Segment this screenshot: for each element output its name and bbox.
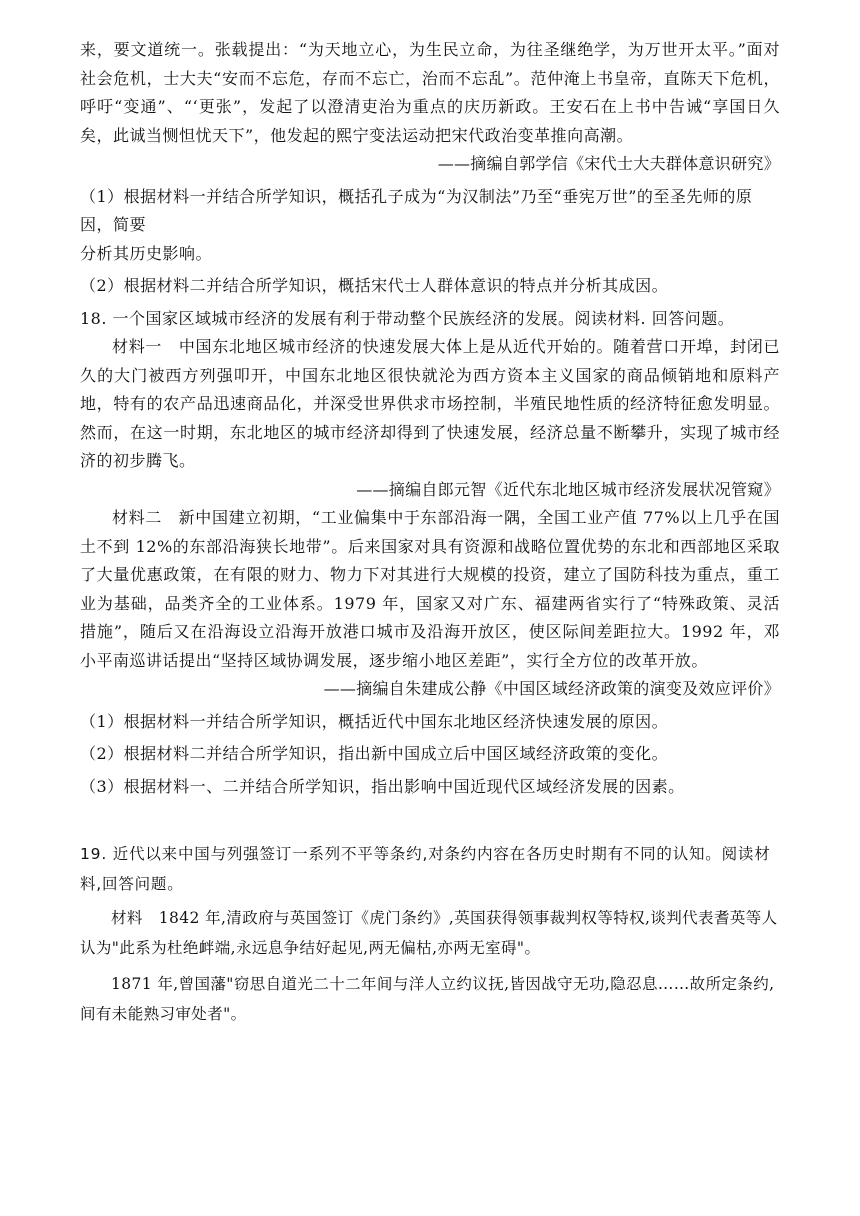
q18-material2-source: ——摘编自朱建成公静《中国区域经济政策的演变及效应评价》 [323, 679, 780, 698]
q18-material1: 材料一 中国东北地区城市经济的快速发展大体上是从近代开始的。随着营口开埠，封闭已久的大门被西方列强叩开，中国东北地区很快就沦为西方资本主义国家的商品倾销地和原料产地，特有的农产品迅速商品化，并深受世界供求市场控制，半殖民地性质的经济特征愈发明显。然而，在这一时期，东北地区的城市经济却得到了快速发展，经济总量不断攀升，实现了城市经济的初步腾飞。 [80, 337, 780, 470]
q18-subquestion-3: （3）根据材料一、二并结合所学知识，指出影响中国近现代区域经济发展的因素。 [80, 776, 685, 796]
q17-material2-source: ——摘编自郭学信《宋代士大夫群体意识研究》 [437, 154, 780, 173]
q18-material1-source: ——摘编自郎元智《近代东北地区城市经济发展状况管窥》 [356, 479, 780, 499]
q18-subquestion-2: （2）根据材料二并结合所学知识，指出新中国成立后中国区域经济政策的变化。 [80, 744, 669, 763]
q19-stem: 19. 近代以来中国与列强签订一系列不平等条约,对条约内容在各历史时期有不同的认知。阅读材料,回答问题。 [80, 845, 771, 893]
q17-material2-continuation: 来，要文道统一。张载提出：“为天地立心，为生民立命，为往圣继绝学，为万世开太平。”面对社会危机，士大夫“安而不忘危，存而不忘亡，治而不忘乱”。范仲淹上书皇帝，直陈天下危机，呼吁“变通”、“‘更张”，发起了以澄清吏治为重点的庆历新政。王安石在上书中告诫“享国日久矣，此诚当恻怛忧天下”，他发起的熙宁变法运动把宋代政治变革推向高潮。 [80, 40, 780, 145]
q18-stem: 18. 一个国家区域城市经济的发展有利于带动整个民族经济的发展。阅读材料. 回答问题。 [80, 308, 735, 328]
q17-subquestion-1b: 分析其历史影响。 [80, 243, 213, 263]
q17-subquestion-1a: （1）根据材料一并结合所学知识，概括孔子成为“为汉制法”乃至“垂宪万世”的至圣先师的原因，简要 [80, 186, 753, 234]
q19-material-paragraph-1: 材料 1842 年,清政府与英国签订《虎门条约》,英国获得领事裁判权等特权,谈判代表耆英等人认为"此系为杜绝衅端,永远息争结好起见,两无偏枯,亦两无室碍"。 [80, 909, 778, 957]
q17-subquestion-2: （2）根据材料二并结合所学知识，概括宋代士人群体意识的特点并分析其成因。 [80, 276, 669, 295]
q18-material2: 材料二 新中国建立初期，“工业偏集中于东部沿海一隅，全国工业产值 77%以上几乎在国土不到 12%的东部沿海狭长地带”。后来国家对具有资源和战略位置优势的东北和西部地区采取了大量优惠政策，在有限的财力、物力下对其进行大规模的投资，建立了国防科技为重点，重工业为基础，品类齐全的工业体系。1979 年，国家又对广东、福建两省实行了“特殊政策、灵活措施”，随后又在沿海设立沿海开放港口城市及沿海开放区，使区际间差距拉大。1992 年，邓小平南巡讲话提出“坚持区域协调发展，逐步缩小地区差距”，实行全方位的改革开放。 [80, 508, 780, 670]
q18-subquestion-1: （1）根据材料一并结合所学知识，概括近代中国东北地区经济快速发展的原因。 [80, 711, 669, 731]
q19-material-paragraph-2: 1871 年,曾国藩"窃思自道光二十二年间与洋人立约议抚,皆因战守无功,隐忍息……故所定条约,间有未能熟习审处者"。 [80, 975, 775, 1023]
